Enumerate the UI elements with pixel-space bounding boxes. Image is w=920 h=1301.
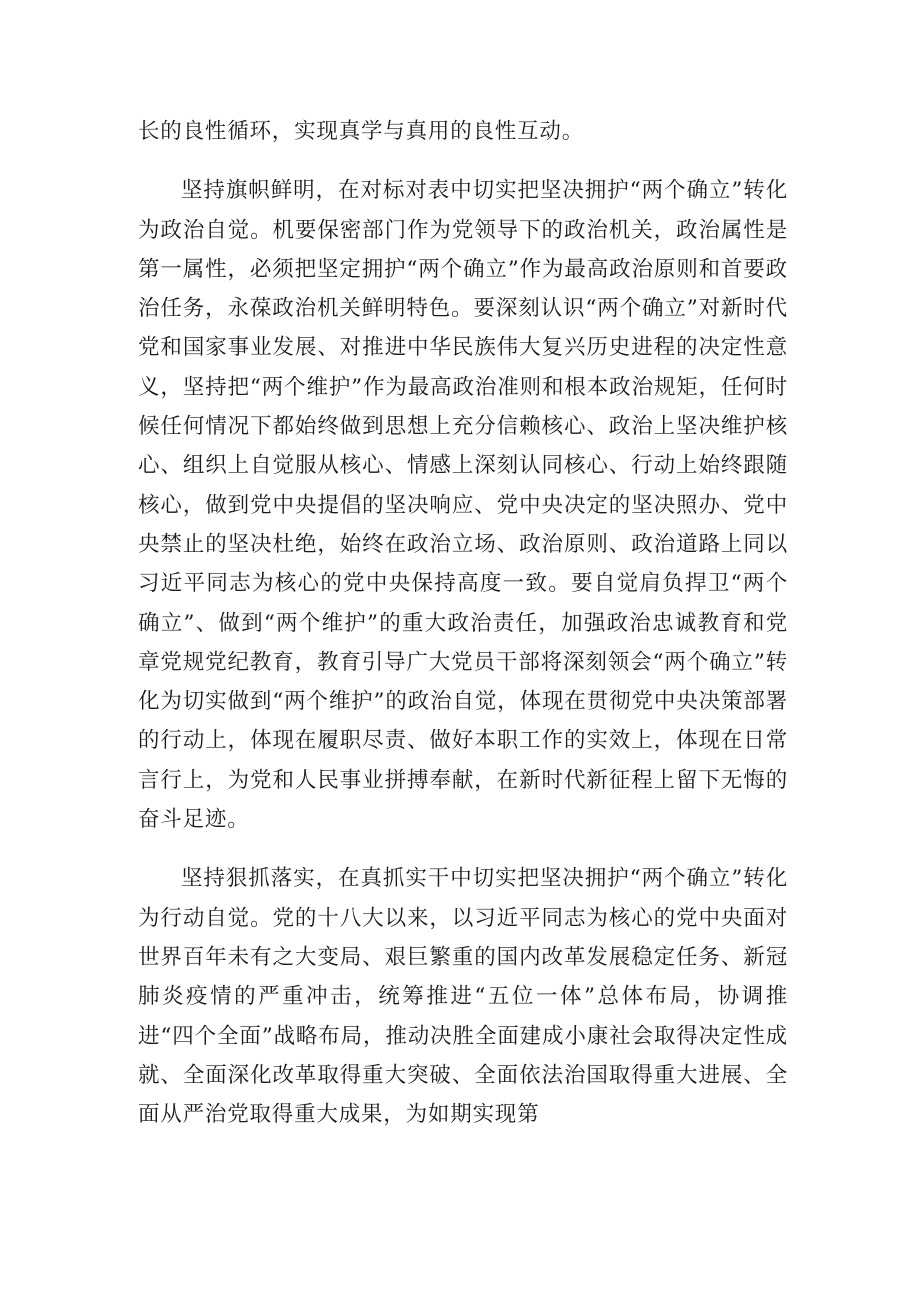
paragraph-political-consciousness: 坚持旗帜鲜明，在对标对表中切实把坚决拥护“两个确立”转化为政治自觉。机要保密部门作为党领导下的政治机关，政治属性是第一属性，必须把坚定拥护“两个确立”作为最高政治原则和首要政治任务，永葆政治机关鲜明特色。要深刻认识“两个确立”对新时代党和国家事业发展、对推进中华民族伟大复兴历史进程的决定性意义，坚持把“两个维护”作为最高政治准则和根本政治规矩，任何时候任何情况下都始终做到思想上充分信赖核心、政治上坚决维护核心、组织上自觉服从核心、情感上深刻认同核心、行动上始终跟随核心，做到党中央提倡的坚决响应、党中央决定的坚决照办、党中央禁止的坚决杜绝，始终在政治立场、政治原则、政治道路上同以习近平同志为核心的党中央保持高度一致。要自觉肩负捍卫“两个确立”、做到“两个维护”的重大政治责任，加强政治忠诚教育和党章党规党纪教育，教育引导广大党员干部将深刻领会“两个确立”转化为切实做到“两个维护”的政治自觉，体现在贯彻党中央决策部署的行动上，体现在履职尽责、做好本职工作的实效上，体现在日常言行上，为党和人民事业拼搏奉献，在新时代新征程上留下无悔的奋斗足迹。 [138,178,788,833]
paragraph-action-consciousness: 坚持狠抓落实，在真抓实干中切实把坚决拥护“两个确立”转化为行动自觉。党的十八大以来，以习近平同志为核心的党中央面对世界百年未有之大变局、艰巨繁重的国内改革发展稳定任务、新冠肺炎疫情的严重冲击，统筹推进“五位一体”总体布局，协调推进“四个全面”战略布局，推动决胜全面建成小康社会取得决定性成就、全面深化改革取得重大突破、全面依法治国取得重大进展、全面从严治党取得重大成果，为如期实现第 [138,866,788,1128]
document-body [138,112,788,1134]
paragraph-continuation: 长的良性循环，实现真学与真用的良性互动。 [138,119,585,144]
